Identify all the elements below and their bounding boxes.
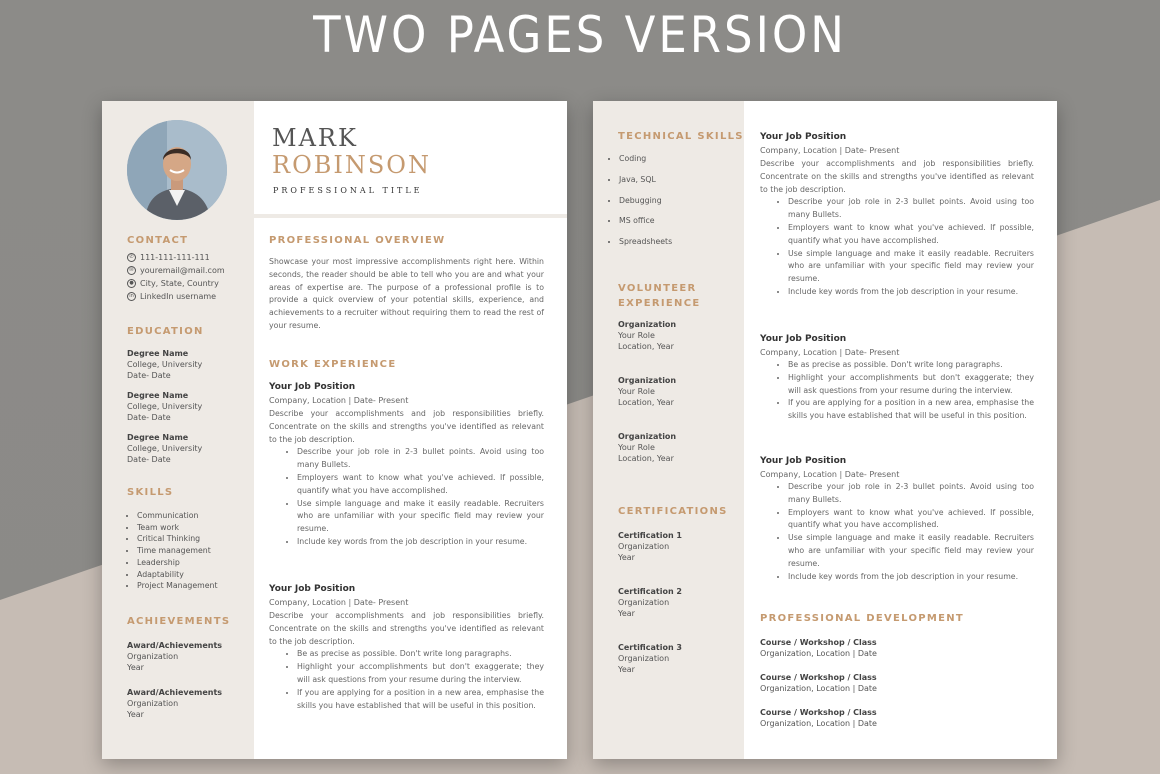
achievement-year: Year [127, 710, 144, 719]
certification-name: Certification 3 [618, 643, 682, 652]
job-bullet: • Use simple language and make it easily readable. Recruiters who are unfamiliar with your specific field may review your resume. [788, 532, 1034, 570]
volunteer-heading-line: EXPERIENCE [618, 298, 701, 309]
job-entry [269, 584, 544, 712]
linkedin-icon: in [127, 292, 136, 301]
job-bullet: • Employers want to know what you've achieved. If possible, quantify what you have accomplished. [788, 222, 1034, 248]
job-bullet: • Highlight your accomplishments but don't exaggerate; they will ask questions from your resume during the interview. [297, 661, 544, 687]
course-name: Course / Workshop / Class [760, 708, 877, 717]
job-company: Company, Location | Date- Present [269, 598, 409, 607]
volunteer-location: Location, Year [618, 454, 674, 463]
email-icon: ✉ [127, 266, 136, 275]
skill-item: • Critical Thinking [137, 533, 218, 545]
achievement-org: Organization [127, 699, 179, 708]
achievement-org: Organization [127, 652, 179, 661]
achievement-year: Year [127, 663, 144, 672]
skill-item: • Leadership [137, 557, 218, 569]
job-bullet: • Employers want to know what you've achieved. If possible, quantify what you have accomplished. [297, 472, 544, 498]
job-entry [760, 334, 1034, 423]
job-bullet: • Use simple language and make it easily readable. Recruiters who are unfamiliar with your specific field may review your resume. [788, 248, 1034, 286]
certification-name: Certification 1 [618, 531, 682, 540]
job-description: Describe your accomplishments and job responsibilities briefly. Concentrate on the skills and strengths you've identified as relevant to the job description. [269, 611, 544, 646]
certification-org: Organization [618, 654, 670, 663]
job-bullet: • Describe your job role in 2-3 bullet points. Avoid using too many Bullets. [297, 446, 544, 472]
contact-linkedin: in LinkedIn username [127, 291, 225, 302]
volunteer-role: Your Role [618, 387, 655, 396]
degree-school: College, University [127, 402, 203, 411]
location-icon: ● [127, 279, 136, 288]
job-company: Company, Location | Date- Present [760, 146, 900, 155]
skills-heading: SKILLS [127, 487, 174, 498]
degree-name: Degree Name [127, 433, 189, 442]
overview-heading: PROFESSIONAL OVERVIEW [269, 235, 446, 246]
job-bullet: • If you are applying for a position in a new area, emphasise the skills you have established that will be useful in this position. [788, 397, 1034, 423]
professional-title: PROFESSIONAL TITLE [273, 186, 423, 195]
job-bullet: • Employers want to know what you've achieved. If possible, quantify what you have accomplished. [788, 507, 1034, 533]
job-bullet: • Include key words from the job description in your resume. [788, 571, 1034, 584]
development-heading: PROFESSIONAL DEVELOPMENT [760, 613, 965, 624]
overview-text: Showcase your most impressive accomplishments right here. Within seconds, the reader should be able to tell who you are and what your areas of expertise are. The purpose of a professional profile is to provide a quick overview of your potential skills, experience, and achievements to a recruiter without requiring them to read the rest of your resume. [269, 257, 544, 330]
skill-item: • Adaptability [137, 569, 218, 581]
degree-date: Date- Date [127, 455, 171, 464]
certification-item [618, 586, 682, 619]
volunteer-org: Organization [618, 432, 677, 441]
phone-icon: ✆ [127, 253, 136, 262]
job-bullet: • Be as precise as possible. Don't write long paragraphs. [297, 648, 544, 661]
volunteer-item [618, 431, 676, 464]
achievement-name: Award/Achievements [127, 641, 223, 650]
certification-name: Certification 2 [618, 587, 682, 596]
header-divider [254, 214, 567, 218]
volunteer-location: Location, Year [618, 342, 674, 351]
job-bullet: • Describe your job role in 2-3 bullet points. Avoid using too many Bullets. [788, 196, 1034, 222]
degree-school: College, University [127, 360, 203, 369]
achievement-name: Award/Achievements [127, 688, 223, 697]
achievements-heading: ACHIEVEMENTS [127, 616, 231, 627]
volunteer-item [618, 375, 676, 408]
skill-item: • Communication [137, 510, 218, 522]
technical-skills-heading: TECHNICAL SKILLS [618, 131, 744, 142]
technical-skills-list [607, 149, 672, 253]
tech-skill-item: • Coding [619, 149, 672, 170]
volunteer-heading-line: VOLUNTEER [618, 283, 697, 294]
education-item [127, 348, 202, 381]
job-bullet: • Use simple language and make it easily readable. Recruiters who are unfamiliar with your specific field may review your resume. [297, 498, 544, 536]
certification-org: Organization [618, 542, 670, 551]
certification-year: Year [618, 609, 635, 618]
course-name: Course / Workshop / Class [760, 638, 877, 647]
job-position: Your Job Position [269, 584, 356, 594]
skill-item: • Team work [137, 522, 218, 534]
last-name: ROBINSON [272, 151, 431, 179]
tech-skill-item: • MS office [619, 211, 672, 232]
volunteer-role: Your Role [618, 443, 655, 452]
job-position: Your Job Position [760, 456, 847, 466]
certification-year: Year [618, 553, 635, 562]
job-company: Company, Location | Date- Present [760, 348, 900, 357]
job-bullet: • Describe your job role in 2-3 bullet points. Avoid using too many Bullets. [788, 481, 1034, 507]
job-position: Your Job Position [269, 382, 356, 392]
certification-org: Organization [618, 598, 670, 607]
degree-date: Date- Date [127, 413, 171, 422]
job-position: Your Job Position [760, 132, 847, 142]
tech-skill-item: • Spreadsheets [619, 232, 672, 253]
degree-name: Degree Name [127, 349, 189, 358]
job-description: Describe your accomplishments and job responsibilities briefly. Concentrate on the skills and strengths you've identified as relevant to the job description. [269, 409, 544, 444]
job-company: Company, Location | Date- Present [269, 396, 409, 405]
volunteer-heading [618, 281, 701, 311]
contact-phone: ✆ 111-111-111-111 [127, 252, 225, 263]
profile-photo [127, 120, 227, 220]
contact-email: ✉ youremail@mail.com [127, 265, 225, 276]
job-entry [760, 456, 1034, 583]
education-item [127, 390, 202, 423]
overview-text-block [269, 256, 544, 333]
skill-item: • Project Management [137, 580, 218, 592]
job-bullet: • Be as precise as possible. Don't write long paragraphs. [788, 359, 1034, 372]
job-description: Describe your accomplishments and job responsibilities briefly. Concentrate on the skills and strengths you've identified as relevant to the job description. [760, 159, 1034, 194]
tech-skill-item: • Java, SQL [619, 170, 672, 191]
certification-year: Year [618, 665, 635, 674]
certification-item [618, 530, 682, 563]
degree-school: College, University [127, 444, 203, 453]
education-heading: EDUCATION [127, 326, 204, 337]
achievement-item [127, 640, 222, 673]
volunteer-role: Your Role [618, 331, 655, 340]
course-detail: Organization, Location | Date [760, 719, 877, 728]
degree-date: Date- Date [127, 371, 171, 380]
certifications-heading: CERTIFICATIONS [618, 506, 728, 517]
contact-heading: CONTACT [127, 235, 189, 246]
volunteer-org: Organization [618, 320, 677, 329]
contact-location: ● City, State, Country [127, 278, 225, 289]
certification-item [618, 642, 682, 675]
first-name: MARK [272, 124, 358, 152]
skill-item: • Time management [137, 545, 218, 557]
banner-title: TWO PAGES VERSION [313, 6, 847, 64]
development-item [760, 707, 877, 729]
resume-page-1 [102, 101, 567, 759]
contact-list [127, 252, 225, 302]
volunteer-item [618, 319, 676, 352]
job-entry [760, 132, 1034, 299]
job-bullet: • Include key words from the job description in your resume. [297, 536, 544, 549]
volunteer-org: Organization [618, 376, 677, 385]
experience-heading: WORK EXPERIENCE [269, 359, 397, 370]
job-entry [269, 382, 544, 549]
volunteer-location: Location, Year [618, 398, 674, 407]
achievement-item [127, 687, 222, 720]
education-item [127, 432, 202, 465]
tech-skill-item: • Debugging [619, 191, 672, 212]
skills-list [117, 510, 218, 592]
course-detail: Organization, Location | Date [760, 684, 877, 693]
job-bullet: • Highlight your accomplishments but don't exaggerate; they will ask questions from your resume during the interview. [788, 372, 1034, 398]
job-position: Your Job Position [760, 334, 847, 344]
course-detail: Organization, Location | Date [760, 649, 877, 658]
resume-page-2 [593, 101, 1057, 759]
job-bullet: • Include key words from the job description in your resume. [788, 286, 1034, 299]
job-company: Company, Location | Date- Present [760, 470, 900, 479]
development-item [760, 672, 877, 694]
course-name: Course / Workshop / Class [760, 673, 877, 682]
degree-name: Degree Name [127, 391, 189, 400]
development-item [760, 637, 877, 659]
job-bullet: • If you are applying for a position in a new area, emphasise the skills you have established that will be useful in this position. [297, 687, 544, 713]
